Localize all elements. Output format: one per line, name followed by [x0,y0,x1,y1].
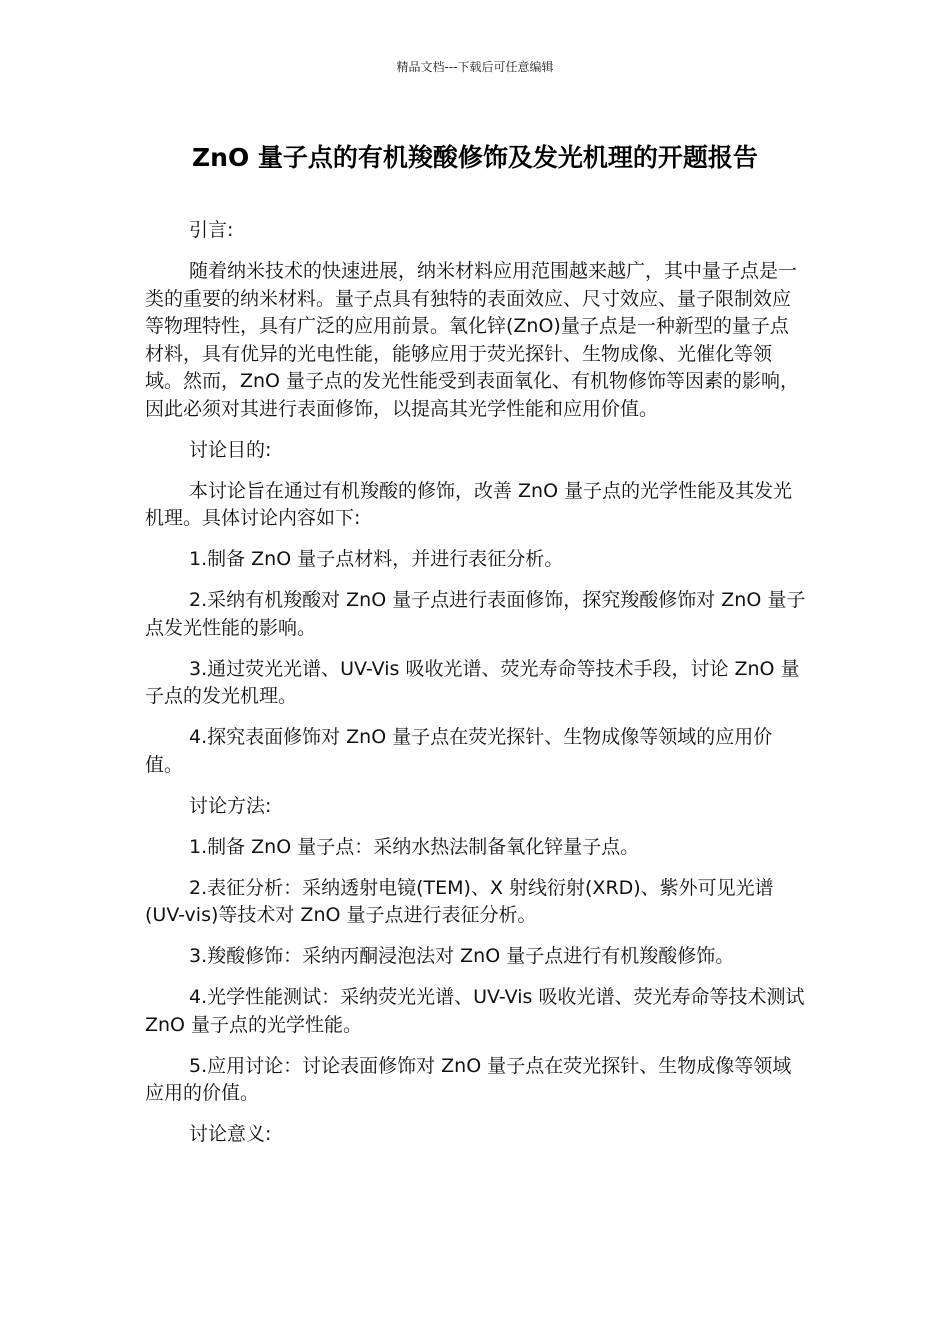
method-item-2: 2.表征分析：采纳透射电镜(TEM)、X 射线衍射(XRD)、紫外可见光谱(UV-vis)等技术对 ZnO 量子点进行表征分析。 [145,876,774,926]
method-item-5: 5.应用讨论：讨论表面修饰对 ZnO 量子点在荧光探针、生物成像等领域应用的价值。 [145,1054,792,1104]
section-heading-intro: 引言: [189,219,234,241]
method-item-1: 1.制备 ZnO 量子点：采纳水热法制备氧化锌量子点。 [189,835,640,858]
purpose-item-2: 2.采纳有机羧酸对 ZnO 量子点进行表面修饰，探究羧酸修饰对 ZnO 量子点发光性能的影响。 [145,589,806,639]
document-title: ZnO 量子点的有机羧酸修饰及发光机理的开题报告 [192,143,758,172]
method-item-4: 4.光学性能测试：采纳荧光光谱、UV-Vis 吸收光谱、荧光寿命等技术测试 ZnO 量子点的光学性能。 [145,986,805,1036]
header-note: 精品文档---下载后可任意编辑 [396,60,554,74]
purpose-paragraph: 本讨论旨在通过有机羧酸的修饰，改善 ZnO 量子点的光学性能及其发光机理。具体讨论内容如下: [145,479,793,529]
section-heading-significance: 讨论意义: [189,1123,272,1145]
purpose-item-1: 1.制备 ZnO 量子点材料，并进行表征分析。 [189,548,564,570]
purpose-item-3: 3.通过荧光光谱、UV-Vis 吸收光谱、荧光寿命等技术手段，讨论 ZnO 量子点的发光机理。 [145,657,800,707]
section-heading-method: 讨论方法: [189,794,272,817]
section-heading-purpose: 讨论目的: [189,438,272,461]
intro-paragraph: 随着纳米技术的快速进展，纳米材料应用范围越来越广，其中量子点是一类的重要的纳米材料。量子点具有独特的表面效应、尺寸效应、量子限制效应等物理特性，具有广泛的应用前景。氧化锌(ZnO)量子点是一种新型的量子点材料，具有优异的光电性能，能够应用于荧光探针、生物成像、光催化等领域。然而，ZnO 量子点的发光性能受到表面氧化、有机物修饰等因素的影响，因此必须对其进行表面修饰，以提高其光学性能和应用价值。 [145,260,800,420]
method-item-3: 3.羧酸修饰：采纳丙酮浸泡法对 ZnO 量子点进行有机羧酸修饰。 [189,945,735,967]
purpose-item-4: 4.探究表面修饰对 ZnO 量子点在荧光探针、生物成像等领域的应用价值。 [145,726,773,776]
document-body [145,217,807,1162]
